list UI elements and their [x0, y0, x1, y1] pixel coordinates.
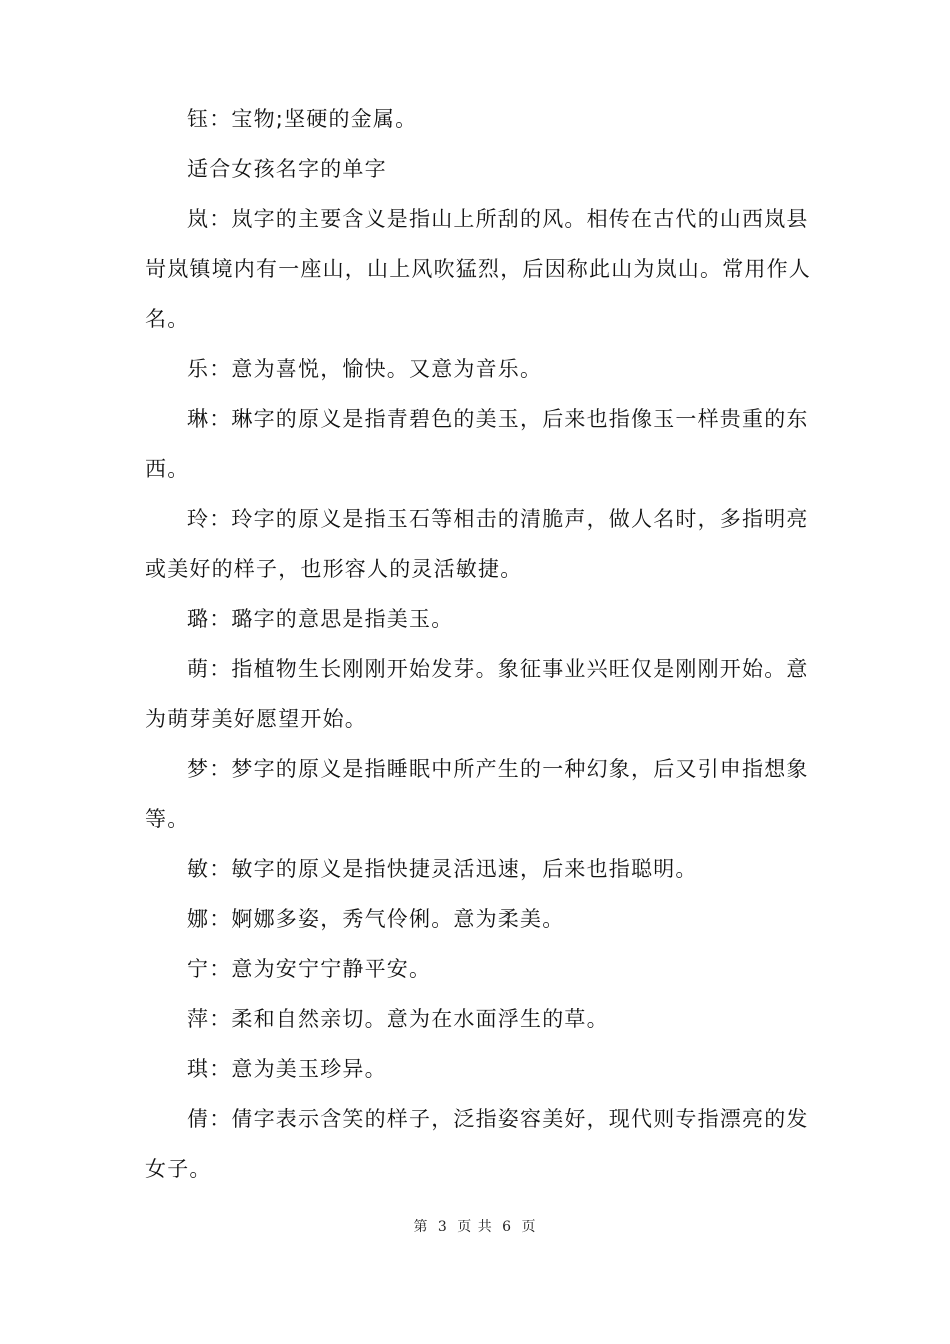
paragraph-meng-sprout: 萌：指植物生长刚刚开始发芽。象征事业兴旺仅是刚刚开始。意为萌芽美好愿望开始。: [145, 657, 809, 731]
section-heading-girl-names: 适合女孩名字的单字: [187, 157, 387, 181]
footer-current-page: 3: [437, 1219, 448, 1235]
paragraph-qi: 琪：意为美玉珍异。: [187, 1057, 387, 1081]
paragraph-le: 乐：意为喜悦，愉快。又意为音乐。: [187, 357, 543, 381]
paragraph-lan: 岚：岚字的主要含义是指山上所刮的风。相传在古代的山西岚县岢岚镇境内有一座山，山上风吹猛烈，后因称此山为岚山。常用作人名。: [145, 207, 811, 331]
paragraph-yu: 钰：宝物;坚硬的金属。: [187, 107, 418, 131]
paragraph-na: 娜：婀娜多姿，秀气伶俐。意为柔美。: [187, 907, 565, 931]
paragraph-lin: 琳：琳字的原义是指青碧色的美玉，后来也指像玉一样贵重的东西。: [145, 407, 809, 481]
page-footer: [0, 1216, 950, 1236]
paragraph-min: 敏：敏字的原义是指快捷灵活迅速，后来也指聪明。: [187, 857, 698, 881]
document-body: [145, 94, 819, 1194]
paragraph-meng-dream: 梦：梦字的原义是指睡眠中所产生的一种幻象，后又引申指想象等。: [145, 757, 809, 831]
paragraph-qian: 倩：倩字表示含笑的样子，泛指姿容美好，现代则专指漂亮的发女子。: [145, 1107, 809, 1181]
footer-prefix: 第: [413, 1219, 429, 1235]
footer-middle: 页 共: [457, 1219, 493, 1235]
footer-total-pages: 6: [502, 1219, 513, 1235]
paragraph-ping: 萍：柔和自然亲切。意为在水面浮生的草。: [187, 1007, 609, 1031]
footer-suffix: 页: [521, 1219, 537, 1235]
paragraph-ning: 宁：意为安宁宁静平安。: [187, 957, 432, 981]
paragraph-lu: 璐：璐字的意思是指美玉。: [187, 607, 454, 631]
paragraph-ling: 玲：玲字的原义是指玉石等相击的清脆声，做人名时，多指明亮或美好的样子，也形容人的灵活敏捷。: [145, 507, 809, 581]
